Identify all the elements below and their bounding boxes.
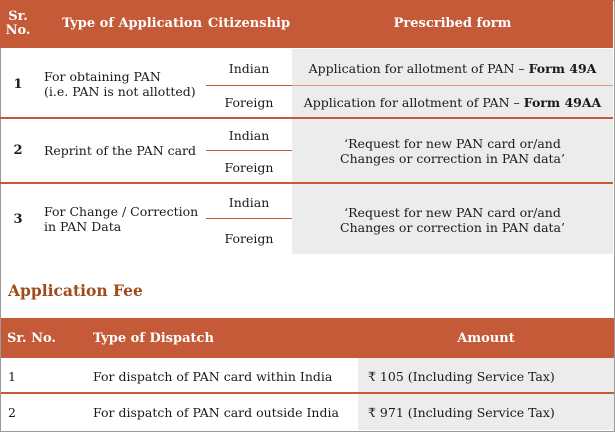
forms-table-header xyxy=(0,0,613,48)
citizenship-indian: Indian xyxy=(228,61,270,76)
header-citizenship: Citizenship xyxy=(207,16,291,31)
fee-row-2 xyxy=(1,394,614,430)
application-fee-title: Application Fee xyxy=(8,281,143,300)
header-sr-no: Sr. No. xyxy=(5,9,31,38)
citizenship-indian: Indian xyxy=(228,128,270,143)
header-type-of-dispatch: Type of Dispatch xyxy=(93,330,214,346)
form-number: Form 49AA xyxy=(523,95,602,110)
form-divider xyxy=(292,85,613,86)
fee-amount: ₹ 105 (Including Service Tax) xyxy=(368,368,555,384)
row-sr-no: 1 xyxy=(13,76,23,92)
fee-row-1 xyxy=(1,358,614,394)
citizenship-foreign: Foreign xyxy=(224,160,274,175)
row-sr-no: 3 xyxy=(13,211,23,227)
form-49a-text xyxy=(292,61,613,76)
header-sr-no: Sr. No. xyxy=(7,330,56,346)
fee-table-header xyxy=(1,318,614,358)
form-49aa-text xyxy=(292,95,613,110)
row-type: Reprint of the PAN card xyxy=(44,143,197,158)
row-type: For Change / Correction in PAN Data xyxy=(44,204,199,234)
citizenship-foreign: Foreign xyxy=(224,231,274,246)
row-type: For obtaining PAN (i.e. PAN is not allotted) xyxy=(44,69,196,99)
forms-row-3 xyxy=(0,184,613,254)
citizenship-divider xyxy=(206,218,292,219)
citizenship-indian: Indian xyxy=(228,195,270,210)
fee-sr-no: 2 xyxy=(8,404,16,420)
forms-row-2 xyxy=(0,119,613,184)
header-type-of-application: Type of Application xyxy=(62,16,203,31)
fee-type: For dispatch of PAN card outside India xyxy=(93,404,339,420)
header-amount: Amount xyxy=(457,330,515,346)
fee-amount: ₹ 971 (Including Service Tax) xyxy=(368,404,555,420)
form-request-text: ‘Request for new PAN card or/and Changes or correction in PAN data’ xyxy=(340,205,565,235)
citizenship-divider xyxy=(206,85,292,86)
fee-type: For dispatch of PAN card within India xyxy=(93,368,333,384)
form-number: Form 49A xyxy=(528,61,597,76)
form-text: Application for allotment of PAN – xyxy=(308,61,529,76)
header-prescribed-form: Prescribed form xyxy=(393,16,512,31)
citizenship-foreign: Foreign xyxy=(224,95,274,110)
form-text: Application for allotment of PAN – xyxy=(303,95,524,110)
forms-row-1 xyxy=(0,49,613,119)
row-sr-no: 2 xyxy=(13,143,23,158)
fee-sr-no: 1 xyxy=(8,368,16,384)
form-request-text: ‘Request for new PAN card or/and Changes or correction in PAN data’ xyxy=(340,136,565,166)
citizenship-divider xyxy=(206,150,292,151)
